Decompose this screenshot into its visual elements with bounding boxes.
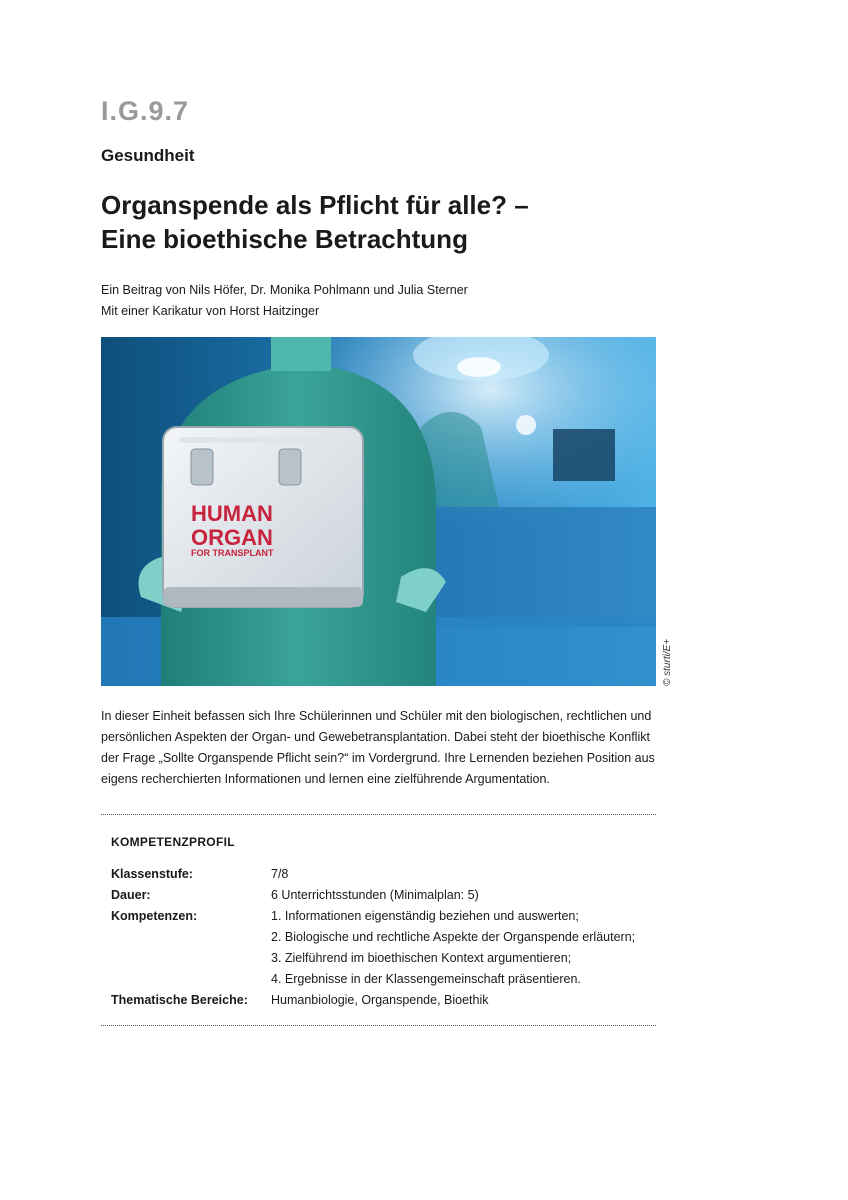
competence-profile: [111, 864, 656, 1011]
photo-credit: © sturti/E+: [662, 638, 673, 686]
cover-photo: [101, 337, 656, 686]
authors-line: Ein Beitrag von Nils Höfer, Dr. Monika Pohlmann und Julia Sterner: [101, 283, 468, 297]
grade-label: Klassenstufe:: [111, 867, 193, 881]
unit-code: I.G.9.7: [101, 96, 190, 126]
competences-list: [271, 906, 656, 990]
list-item: 2. Biologische und rechtliche Aspekte der Organspende erläutern;: [271, 930, 636, 944]
title-line-1: Organspende als Pflicht für alle? –: [101, 190, 529, 220]
topics-value: Humanbiologie, Organspende, Bioethik: [271, 993, 489, 1007]
title-line-2: Eine bioethische Betrachtung: [101, 224, 468, 254]
duration-value: 6 Unterrichtsstunden (Minimalplan: 5): [271, 888, 479, 902]
subject-heading: Gesundheit: [101, 146, 195, 165]
illustrator-line: Mit einer Karikatur von Horst Haitzinger: [101, 304, 320, 318]
profile-row-grade: [111, 864, 656, 885]
profile-row-duration: [111, 885, 656, 906]
divider-top: [101, 814, 656, 815]
grade-value: 7/8: [271, 867, 289, 881]
divider-bottom: [101, 1025, 656, 1026]
box-label-line-1: HUMAN: [191, 501, 273, 526]
box-label-line-3: FOR TRANSPLANT: [191, 548, 274, 558]
topics-label: Thematische Bereiche:: [111, 993, 248, 1007]
profile-row-topics: [111, 990, 656, 1011]
document-title: [101, 188, 701, 256]
competences-label: Kompetenzen:: [111, 909, 198, 923]
list-item: 1. Informationen eigenständig beziehen und auswerten;: [271, 909, 579, 923]
list-item: 3. Zielführend im bioethischen Kontext argumentieren;: [271, 951, 572, 965]
intro-paragraph: In dieser Einheit befassen sich Ihre Schülerinnen und Schüler mit den biologischen, rechtlichen und persönlichen Aspekten der Organ- und Gewebetransplantation. Dabei steht der bioethische Konflikt der Frage „Sollte Organspende Pflicht sein?“ im Vordergrund. Ihre Lernenden beziehen Position aus eigens recherchierten Informationen und lernen eine zielführende Argumentation.: [101, 709, 655, 786]
box-label-line-2: ORGAN: [191, 525, 273, 550]
author-credits: [101, 280, 468, 322]
duration-label: Dauer:: [111, 888, 151, 902]
profile-row-competences: [111, 906, 656, 990]
profile-heading: KOMPETENZPROFIL: [111, 835, 235, 849]
list-item: 4. Ergebnisse in der Klassengemeinschaft präsentieren.: [271, 972, 581, 986]
